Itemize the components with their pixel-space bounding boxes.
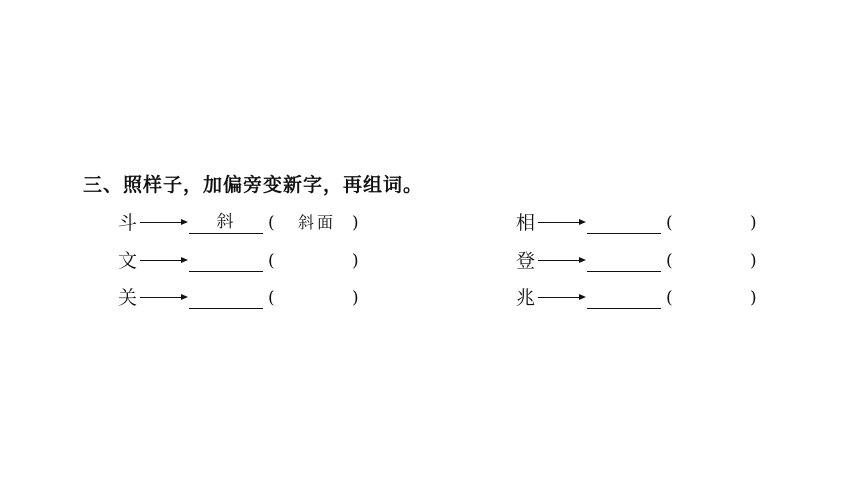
- base-character: 斗: [118, 212, 138, 234]
- close-paren: ): [352, 288, 359, 308]
- new-character-blank[interactable]: 斜: [189, 211, 263, 234]
- base-character: 兆: [516, 287, 536, 309]
- open-paren: (: [268, 213, 275, 233]
- arrow-right-icon: [140, 222, 186, 223]
- close-paren: ): [750, 213, 757, 233]
- base-character: 相: [516, 212, 536, 234]
- base-character: 登: [516, 250, 536, 272]
- new-character-blank[interactable]: [587, 249, 661, 272]
- word-answer[interactable]: 斜面: [297, 213, 336, 232]
- close-paren: ): [750, 251, 757, 271]
- close-paren: ): [352, 213, 359, 233]
- arrow-right-icon: [140, 260, 186, 261]
- base-character: 关: [118, 287, 138, 309]
- new-character-blank[interactable]: [189, 249, 263, 272]
- base-character: 文: [118, 250, 138, 272]
- open-paren: (: [268, 288, 275, 308]
- open-paren: (: [666, 251, 673, 271]
- new-character-blank[interactable]: [189, 286, 263, 309]
- open-paren: (: [666, 213, 673, 233]
- close-paren: ): [750, 288, 757, 308]
- new-character-blank[interactable]: [587, 286, 661, 309]
- new-character-blank[interactable]: [587, 211, 661, 234]
- arrow-right-icon: [538, 297, 584, 298]
- arrow-right-icon: [538, 260, 584, 261]
- open-paren: (: [268, 251, 275, 271]
- exercise-title: 三、照样子，加偏旁变新字，再组词。: [83, 174, 424, 196]
- arrow-right-icon: [538, 222, 584, 223]
- arrow-right-icon: [140, 297, 186, 298]
- close-paren: ): [352, 251, 359, 271]
- open-paren: (: [666, 288, 673, 308]
